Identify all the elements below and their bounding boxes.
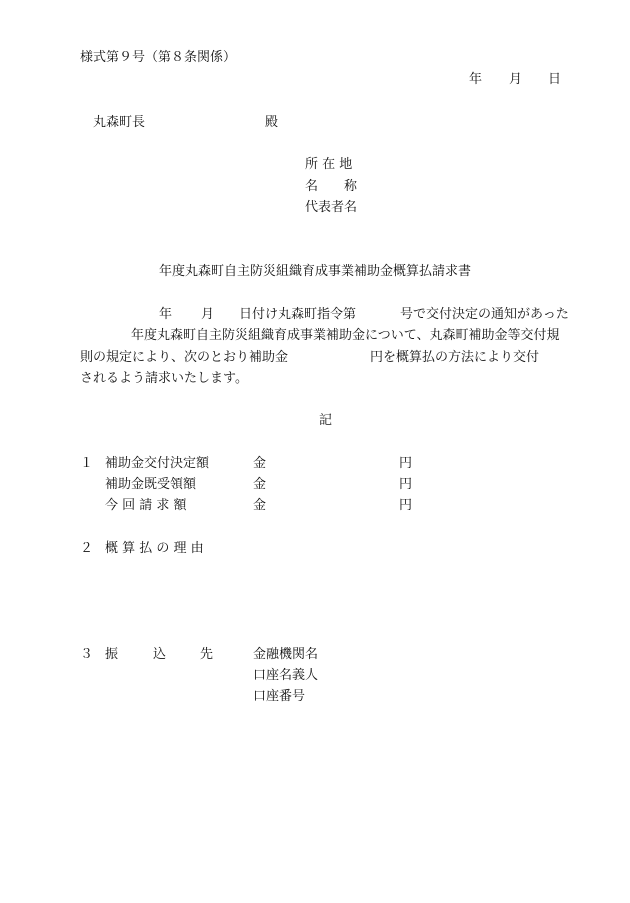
item-2-number: ２ — [80, 541, 94, 556]
applicant-name-label: 名 称 — [305, 179, 358, 194]
item-3-number: ３ — [80, 647, 94, 662]
requested-amount-kin: 金 — [253, 498, 267, 513]
account-holder-label: 口座名義人 — [253, 668, 319, 683]
body-dated-reference: 日付け丸森町指令第 — [239, 307, 357, 322]
received-amount-kin: 金 — [253, 477, 267, 492]
body-month-label: 月 — [201, 307, 215, 322]
date-year-label: 年 — [469, 72, 483, 87]
date-day-label: 日 — [548, 72, 562, 87]
addressee-name: 丸森町長 — [93, 115, 146, 130]
body-line-2: 年度丸森町自主防災組織育成事業補助金について、丸森町補助金等交付規 — [131, 328, 560, 343]
received-amount-label: 補助金既受領額 — [105, 477, 197, 492]
document-title: 年度丸森町自主防災組織育成事業補助金概算払請求書 — [159, 264, 472, 279]
form-label: 様式第９号（第８条関係） — [80, 50, 237, 65]
transfer-label-char-3: 先 — [200, 647, 214, 662]
body-notice-text: 号で交付決定の通知があった — [400, 307, 569, 322]
body-line-3a: 則の規定により、次のとおり補助金 — [80, 350, 289, 365]
body-line-4: されるよう請求いたします。 — [80, 371, 248, 386]
received-amount-yen: 円 — [399, 477, 413, 492]
ki-heading: 記 — [319, 413, 333, 428]
requested-amount-yen: 円 — [399, 498, 413, 513]
item-1-number: １ — [80, 456, 94, 471]
applicant-address-label: 所 在 地 — [305, 157, 353, 172]
body-year-label: 年 — [159, 307, 173, 322]
granted-amount-kin: 金 — [253, 456, 267, 471]
requested-amount-label: 今 回 請 求 額 — [105, 498, 187, 513]
granted-amount-label: 補助金交付決定額 — [105, 456, 210, 471]
transfer-label-char-2: 込 — [153, 647, 167, 662]
applicant-representative-label: 代表者名 — [305, 200, 358, 215]
account-number-label: 口座番号 — [253, 689, 306, 704]
bank-name-label: 金融機関名 — [253, 647, 319, 662]
reason-label: 概 算 払 の 理 由 — [105, 541, 204, 556]
body-line-3b: 円を概算払の方法により交付 — [370, 350, 540, 365]
date-month-label: 月 — [509, 72, 523, 87]
transfer-label-char-1: 振 — [105, 647, 119, 662]
granted-amount-yen: 円 — [399, 456, 413, 471]
addressee-honorific: 殿 — [265, 115, 279, 130]
